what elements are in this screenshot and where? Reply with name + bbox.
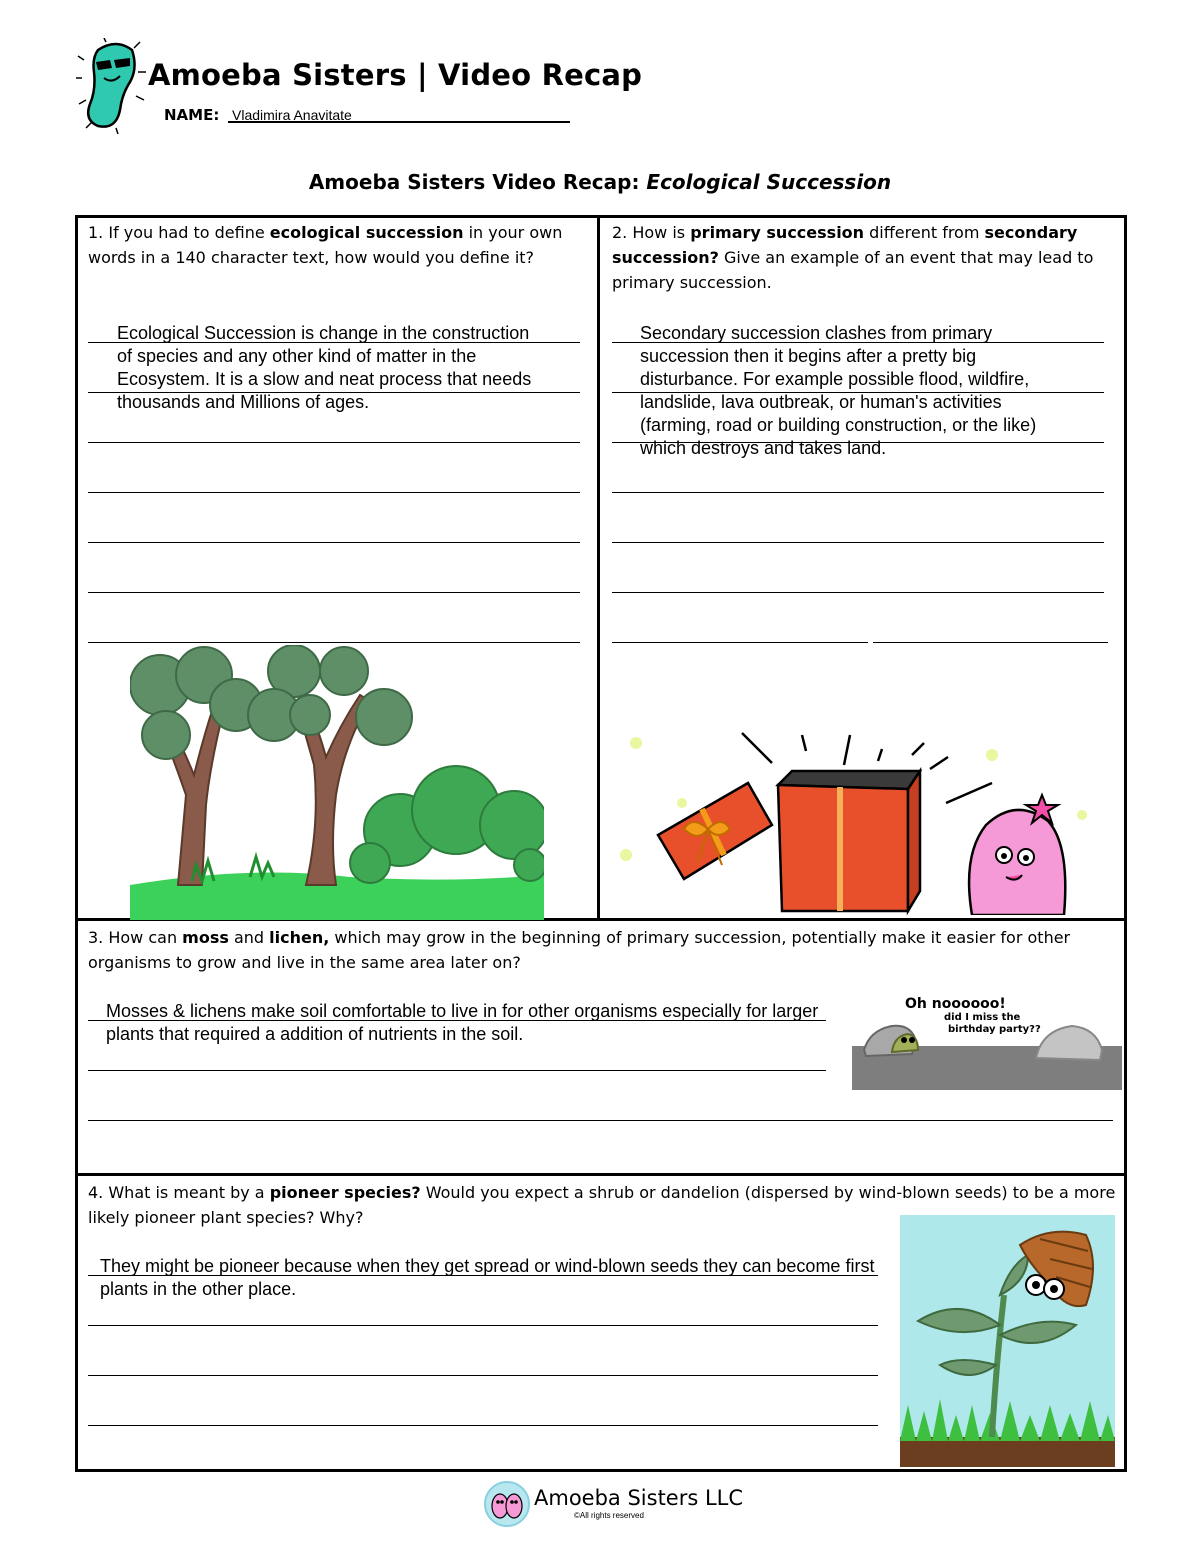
- q1-text-rest: in your own words in a 140 character text, how would you define it?: [88, 223, 563, 267]
- footer-rights: ©All rights reserved: [574, 1511, 644, 1520]
- answer-line: [88, 442, 580, 443]
- answer-line: [612, 542, 1104, 543]
- question-2: [612, 220, 1112, 295]
- row-divider-2: [75, 1173, 1127, 1176]
- q1-text-start: 1. If you had to define: [88, 223, 270, 242]
- answer-line: [88, 1020, 826, 1021]
- q2-bold-primary: primary succession: [690, 223, 865, 242]
- q4-text-start: 4. What is meant by a: [88, 1183, 270, 1202]
- answer-line: [88, 542, 580, 543]
- q2-text-start: 2. How is: [612, 223, 691, 242]
- name-value: Vladimira Anavitate: [232, 107, 352, 123]
- answer-line: [88, 642, 580, 643]
- answer-line: [612, 342, 1104, 343]
- answer-line: [88, 1120, 1113, 1121]
- answer-4: They might be pioneer because when they get spread or wind-blown seeds they can become first plants in the other place.: [100, 1256, 875, 1299]
- q2-text-mid: different from: [864, 223, 985, 242]
- q3-text-rest: which may grow in the beginning of primary succession, potentially make it easier for other organisms to grow and live in the same area later on?: [88, 928, 1071, 972]
- q2-bold-secondary: secondary succession?: [612, 223, 1078, 267]
- answer-line: [873, 642, 1108, 643]
- answer-1: Ecological Succession is change in the construction of species and any other kind of matter in the Ecosystem. It is a slow and neat process that needs thousands and Millions of ages.: [117, 323, 532, 412]
- name-underline: [228, 121, 570, 123]
- name-label: NAME:: [164, 106, 220, 124]
- speech-bubble-line-2: did I miss the: [944, 1012, 1021, 1023]
- answer-line: [612, 642, 868, 643]
- title-main: Amoeba Sisters Video Recap:: [308, 170, 647, 194]
- q2-text-rest: Give an example of an event that may lead to primary succession.: [612, 248, 1094, 292]
- answer-2: Secondary succession clashes from primary succession then it begins after a pretty big disturbance. For example possible flood, wildfire, landslide, lava outbreak, or human's activities (farming, road or building construction, or the like) which destroys and takes land.: [640, 323, 1037, 458]
- document-title: [0, 170, 1200, 194]
- answer-3: Mosses & lichens make soil comfortable to live in for other organisms especially for larger plants that required a addition of nutrients in the soil.: [106, 1001, 819, 1044]
- answer-line: [88, 342, 580, 343]
- answer-line: [612, 442, 1104, 443]
- footer-company-name: Amoeba Sisters LLC: [534, 1486, 744, 1510]
- q4-bold-term: pioneer species?: [269, 1183, 421, 1202]
- answer-line: [88, 392, 580, 393]
- amoeba-sisters-footer-logo: [483, 1480, 531, 1528]
- q1-bold-term: ecological succession: [269, 223, 464, 242]
- answer-line: [612, 492, 1104, 493]
- q4-text-rest: Would you expect a shrub or dandelion (dispersed by wind-blown seeds) to be a more likely pioneer plant species? Why?: [88, 1183, 1116, 1227]
- answer-line: [612, 392, 1104, 393]
- q3-bold-lichen: lichen,: [269, 928, 330, 947]
- forest-illustration: [130, 645, 544, 920]
- answer-line: [612, 592, 1104, 593]
- answer-line: [88, 592, 580, 593]
- answer-line: [88, 1275, 878, 1276]
- title-topic: Ecological Succession: [646, 170, 892, 194]
- answer-line: [88, 1425, 878, 1426]
- q3-bold-moss: moss: [182, 928, 229, 947]
- q3-text-mid: and: [228, 928, 270, 947]
- amoeba-mascot-logo: [76, 38, 148, 134]
- answer-line: [88, 1375, 878, 1376]
- column-divider: [597, 215, 600, 920]
- answer-line: [88, 1070, 826, 1071]
- answer-line: [88, 492, 580, 493]
- gift-box-illustration: [612, 725, 1106, 915]
- q3-text-start: 3. How can: [88, 928, 183, 947]
- question-3: [88, 925, 1118, 975]
- speech-bubble-line-3: birthday party??: [948, 1024, 1041, 1035]
- dandelion-plant-illustration: [900, 1215, 1115, 1467]
- speech-bubble-line-1: Oh noooooo!: [905, 996, 1006, 1012]
- answer-line: [88, 1325, 878, 1326]
- brand-title: Amoeba Sisters | Video Recap: [148, 58, 643, 92]
- question-1: [88, 220, 578, 270]
